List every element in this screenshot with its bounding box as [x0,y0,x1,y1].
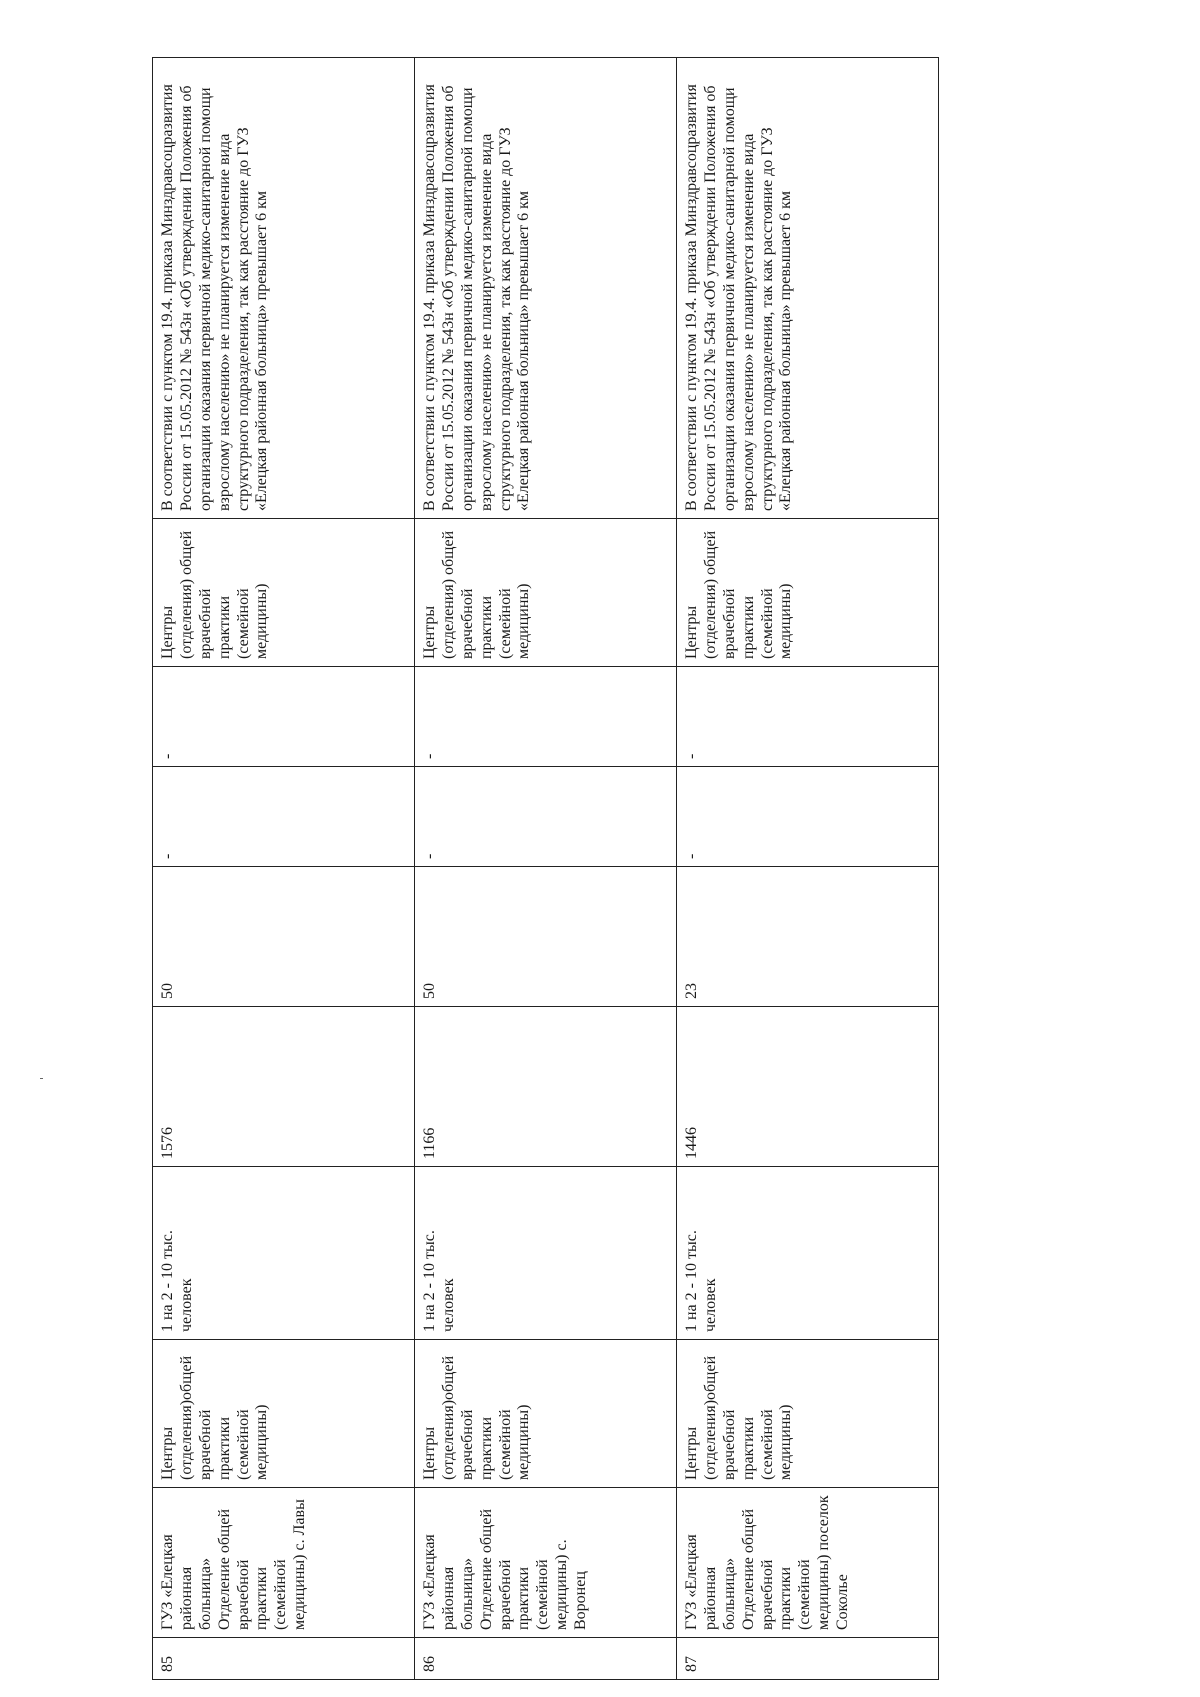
organization-cell: ГУЗ «Елецкая районная больница» Отделение общей врачебной практики (семейной медицины) с. Лавы [153,1488,415,1638]
note-cell: В соответствии с пунктом 19.4. приказа Минздравсоцразвития России от 15.05.2012 № 543н «Об утверждении Положения об организации оказания первичной медико-санитарной помощи взрослому населению» не планируется изменение вида структурного подразделения, так как расстояние до ГУЗ «Елецкая районная больница» превышает 6 км [677,58,939,519]
planned-type-cell: Центры (отделения) общей врачебной практики (семейной медицины) [677,519,939,667]
organization-cell: ГУЗ «Елецкая районная больница» Отделение общей врачебной практики (семейной медицины) поселок Соколье [677,1488,939,1638]
planned-type-cell: Центры (отделения) общей врачебной практики (семейной медицины) [153,519,415,667]
distance-cell: 23 [677,867,939,1007]
table-row [415,58,677,1680]
table-row [677,58,939,1680]
row-number: 87 [677,1638,939,1680]
planned-type-cell: Центры (отделения) общей врачебной практики (семейной медицины) [415,519,677,667]
dash-cell: - [677,767,939,867]
population-cell: 1166 [415,1007,677,1167]
population-cell: 1576 [153,1007,415,1167]
row-number: 85 [153,1638,415,1680]
dash-cell: - [415,767,677,867]
rotated-page [152,58,939,1680]
dash-cell: - [153,667,415,767]
note-cell: В соответствии с пунктом 19.4. приказа Минздравсоцразвития России от 15.05.2012 № 543н «Об утверждении Положения об организации оказания первичной медико-санитарной помощи взрослому населению» не планируется изменение вида структурного подразделения, так как расстояние до ГУЗ «Елецкая районная больница» превышает 6 км [153,58,415,519]
population-cell: 1446 [677,1007,939,1167]
facility-table [152,57,939,1680]
table-row [153,58,415,1680]
note-cell: В соответствии с пунктом 19.4. приказа Минздравсоцразвития России от 15.05.2012 № 543н «Об утверждении Положения об организации оказания первичной медико-санитарной помощи взрослому населению» не планируется изменение вида структурного подразделения, так как расстояние до ГУЗ «Елецкая районная больница» превышает 6 км [415,58,677,519]
distance-cell: 50 [153,867,415,1007]
norm-cell: 1 на 2 - 10 тыс. человек [153,1167,415,1340]
distance-cell: 50 [415,867,677,1007]
norm-cell: 1 на 2 - 10 тыс. человек [415,1167,677,1340]
organization-cell: ГУЗ «Елецкая районная больница» Отделение общей врачебной практики (семейной медицины) с. Воронец [415,1488,677,1638]
unit-type-cell: Центры (отделения)общей врачебной практики (семейной медицины) [415,1340,677,1488]
row-number: 86 [415,1638,677,1680]
scan-artifact [40,1078,43,1079]
dash-cell: - [153,767,415,867]
unit-type-cell: Центры (отделения)общей врачебной практики (семейной медицины) [677,1340,939,1488]
dash-cell: - [415,667,677,767]
norm-cell: 1 на 2 - 10 тыс. человек [677,1167,939,1340]
unit-type-cell: Центры (отделения)общей врачебной практики (семейной медицины) [153,1340,415,1488]
dash-cell: - [677,667,939,767]
